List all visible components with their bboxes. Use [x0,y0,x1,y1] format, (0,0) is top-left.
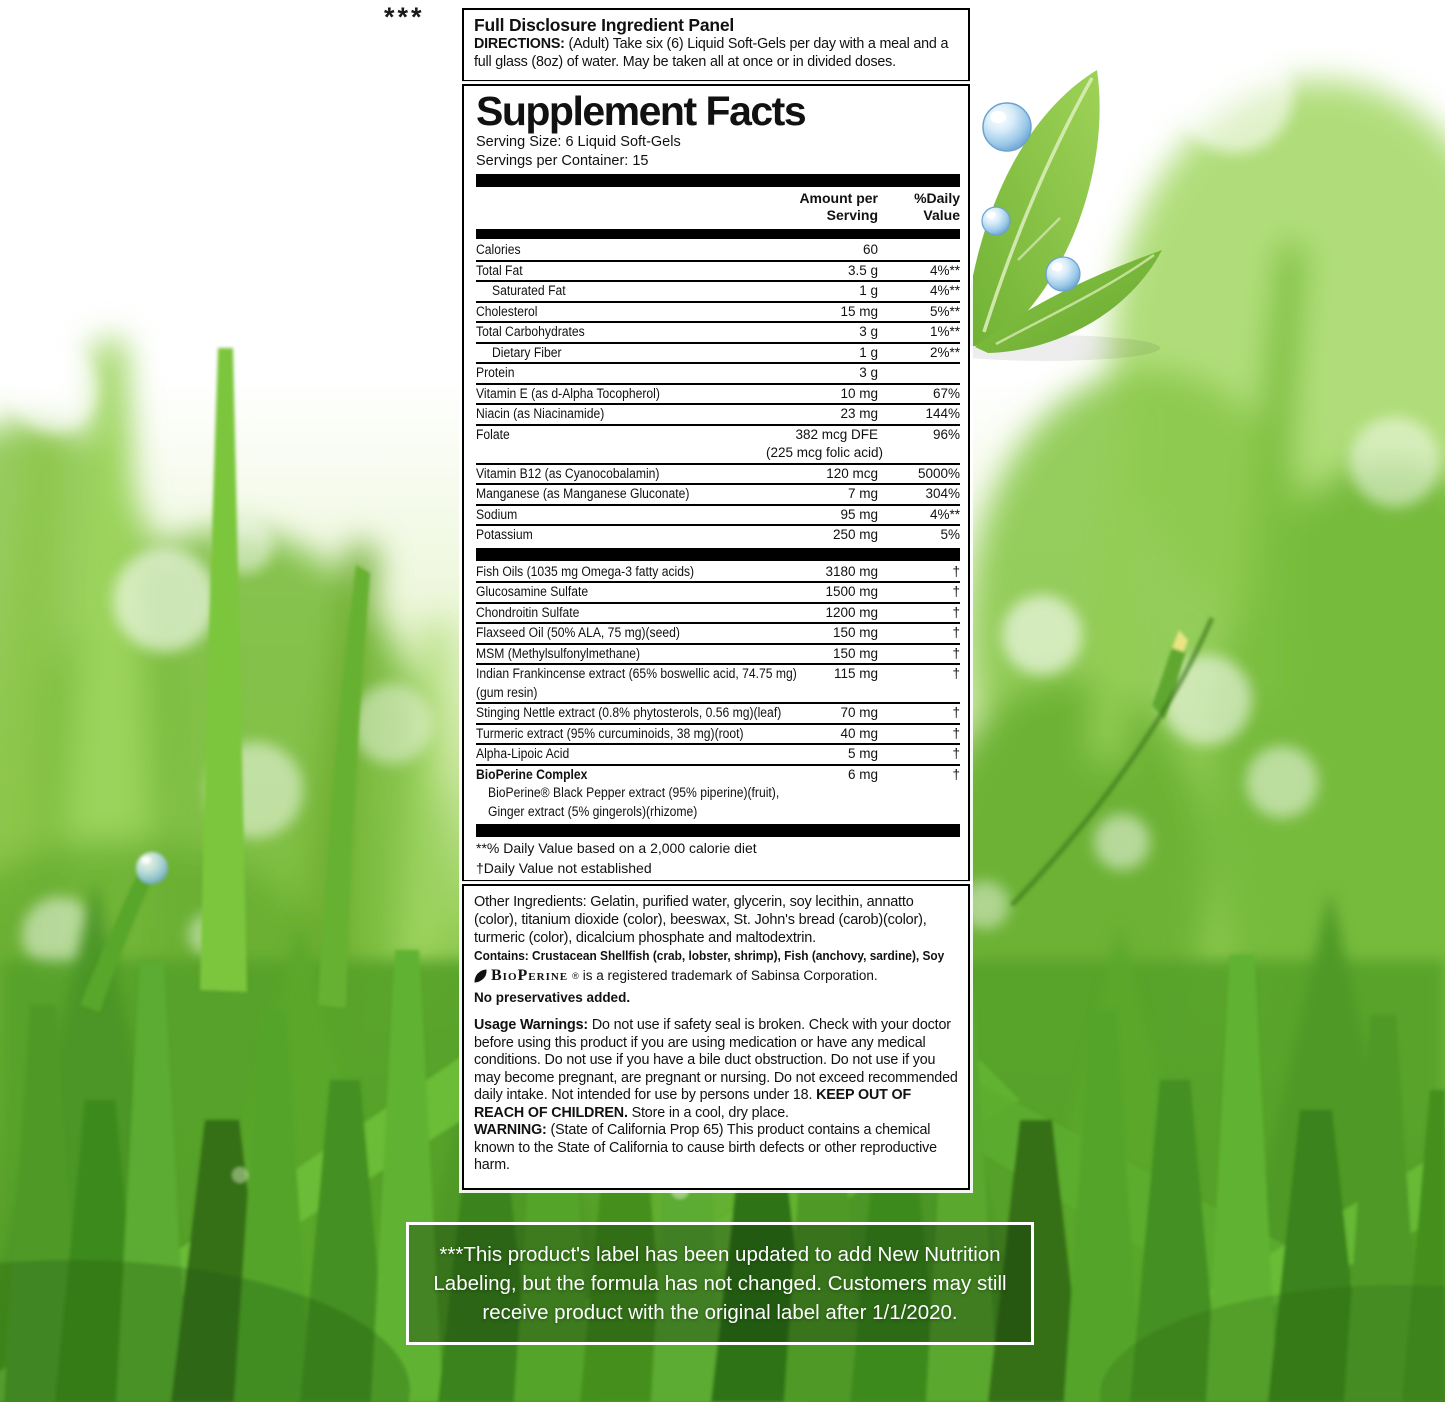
other-ingredients-text [474,893,958,947]
bioperine-leaf-icon [474,969,487,983]
usage-warnings-label: Usage Warnings: [474,1017,588,1033]
fact-row: Glucosamine Sulfate 1500 mg † [476,581,960,602]
other-ingredients-panel [462,884,970,1190]
directions-body: (Adult) Take six (6) Liquid Soft-Gels per day with a meal and a full glass (8oz) of water. May be taken all at once or in divided doses. [474,36,949,70]
warning-label: WARNING: [474,1122,547,1138]
full-disclosure-panel [462,8,970,82]
dew-drop-icon [136,852,168,884]
fact-row: Dietary Fiber 1 g 2%** [476,342,960,363]
fact-row: Calories 60 [476,242,878,257]
fact-row: BioPerine Complex BioPerine® Black Pepper extract (95% piperine)(fruit), Ginger extract (5% gingerols)(rhizome) 6 mg † [476,764,960,822]
fact-row: Potassium 250 mg 5% [476,524,960,545]
other-ingredients-label: Other Ingredients: [474,894,587,910]
fact-row: Chondroitin Sulfate 1200 mg † [476,602,960,623]
no-preservatives-text: No preservatives added. [474,990,631,1005]
triple-asterisk-marker: *** [384,2,425,32]
divider-bar [476,548,960,561]
dagger-footnote: †Daily Value not established [476,859,652,876]
facts-column-header [476,189,960,226]
fact-row: Protein 3 g [476,362,960,383]
prop65-warning-text: WARNING: (State of California Prop 65) This product contains a chemical known to the State of California to cause birth defects or other reproductive harm. [474,1122,937,1173]
servings-per-container: Servings per Container: 15 [476,153,649,169]
fact-row: Total Fat 3.5 g 4%** [476,260,960,281]
daily-value-column-header: %Daily Value [914,190,960,223]
fact-row: Stinging Nettle extract (0.8% phytosterols, 0.56 mg)(leaf) 70 mg † [476,702,960,723]
registered-mark: ® [572,971,579,981]
label-update-note-box [406,1222,1034,1345]
fact-row: Total Carbohydrates 3 g 1%** [476,321,960,342]
fact-row: Flaxseed Oil (50% ALA, 75 mg)(seed) 150 mg † [476,622,960,643]
usage-warnings-text: Usage Warnings: Do not use if safety seal is broken. Check with your doctor before using this product if you are using medication or have any medical conditions. Do not use if you have a bile duct obstruction. Do not use if you may become pregnant, are pregnant or nursing. Do not exceed recommended daily intake. Not intended for use by persons under 18. KEEP OUT OF REACH OF CHILDREN. Store in a cool, dry place. [474,1017,958,1121]
amount-column-header: Amount per Serving [799,190,878,223]
fact-row: Vitamin B12 (as Cyanocobalamin) 120 mcg 5000% [476,463,960,484]
contains-text: Contains: Crustacean Shellfish (crab, lobster, shrimp), Fish (anchovy, sardine), Soy [474,949,945,963]
fact-row: Fish Oils (1035 mg Omega-3 fatty acids) 3180 mg † [476,563,960,579]
divider-bar [476,174,960,187]
fact-row: Vitamin E (as d-Alpha Tocopherol) 10 mg 67% [476,383,960,404]
fact-row: Sodium 95 mg 4%** [476,504,960,525]
bioperine-brand: BioPerine [491,967,569,984]
bioperine-trademark-text: is a registered trademark of Sabinsa Corporation. [582,968,878,983]
full-disclosure-title: Full Disclosure Ingredient Panel [474,15,735,35]
daily-value-footnote: **% Daily Value based on a 2,000 calorie diet [476,840,757,856]
fact-row: Alpha-Lipoic Acid 5 mg † [476,743,960,764]
bioperine-trademark-line [474,967,958,985]
fact-row: Folate 382 mcg DFE (225 mcg folic acid) 96% [476,424,960,463]
label-update-note-text: ***This product's label has been updated to add New Nutrition Labeling, but the formula has not changed. Customers may still receive product with the original label after 1/1/2020. [433,1243,1007,1324]
directions-label: DIRECTIONS: [474,36,565,52]
fact-row: Indian Frankincense extract (65% boswellic acid, 74.75 mg)(gum resin) 115 mg † [476,663,960,702]
supplement-facts-panel [462,84,970,882]
supplement-facts-title: Supplement Facts [476,88,806,134]
fact-row: Cholesterol 15 mg 5%** [476,301,960,322]
fact-row: Manganese (as Manganese Gluconate) 7 mg 304% [476,483,960,504]
fact-row: MSM (Methylsulfonylmethane) 150 mg † [476,643,960,664]
divider-bar [476,229,960,239]
fact-row: Saturated Fat 1 g 4%** [476,280,960,301]
serving-size: Serving Size: 6 Liquid Soft-Gels [476,134,681,150]
directions-text [474,36,958,71]
divider-bar [476,824,960,837]
fact-row: Turmeric extract (95% curcuminoids, 38 mg)(root) 40 mg † [476,723,960,744]
keep-out-of-reach-text: KEEP OUT OF REACH OF CHILDREN. [474,1087,912,1121]
fact-row: Niacin (as Niacinamide) 23 mg 144% [476,403,960,424]
other-ingredients-body: Gelatin, purified water, glycerin, soy lecithin, annatto (color), titanium dioxide (color), beeswax, St. John's bread (carob)(color), turmeric (color), dicalcium phosphate and maltodextrin. [474,894,927,946]
